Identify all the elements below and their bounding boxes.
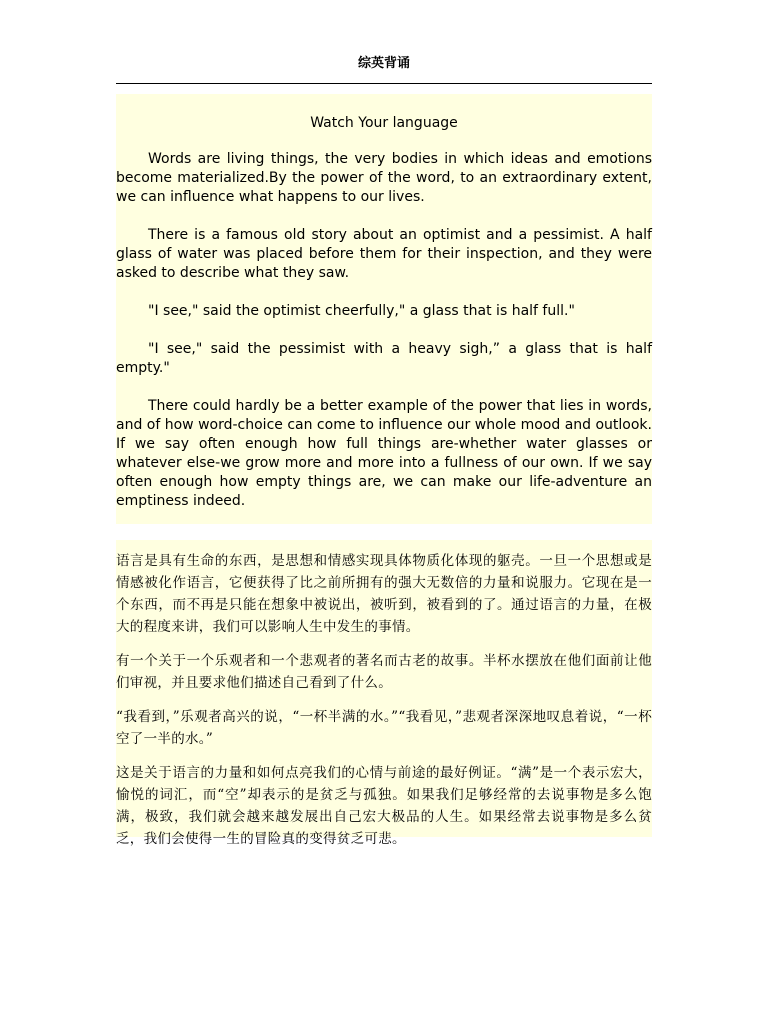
- english-paragraph-5: There could hardly be a better example of the power that lies in words, and of how word-choice can come to influence our whole mood and outlook. If we say often enough how full things are-whether water glasses or whatever else-we grow more and more into a fullness of our own. If we say often enough how empty things are, we can make our life-adventure an emptiness indeed.: [116, 398, 652, 509]
- english-paragraph-1: Words are living things, the very bodies in which ideas and emotions become materialized.By the power of the word, to an extraordinary extent, we can influence what happens to our lives.: [116, 151, 652, 205]
- chinese-paragraph-3: “我看到，”乐观者高兴的说，“一杯半满的水。”“我看见，”悲观者深深地叹息着说，“一杯空了一半的水。”: [116, 709, 652, 747]
- chinese-text-block: [116, 540, 652, 847]
- english-text-block: [116, 94, 652, 524]
- chinese-paragraph-4: 这是关于语言的力量和如何点亮我们的心情与前途的最好例证。“满”是一个表示宏大，愉悦的词汇，而“空”却表示的是贫乏与孤独。如果我们足够经常的去说事物是多么饱满，极致，我们就会越来越发展出自己宏大极品的人生。如果经常去说事物是多么贫乏，我们会使得一生的冒险真的变得贫乏可悲。: [116, 765, 652, 847]
- chinese-paragraph-2: 有一个关于一个乐观者和一个悲观者的著名而古老的故事。半杯水摆放在他们面前让他们审视，并且要求他们描述自己看到了什么。: [116, 653, 652, 691]
- header-divider: [116, 83, 652, 84]
- english-paragraph-2: There is a famous old story about an optimist and a pessimist. A half glass of water was placed before them for their inspection, and they were asked to describe what they saw.: [116, 227, 652, 281]
- english-paragraph-3: "I see," said the optimist cheerfully," a glass that is half full.": [148, 303, 575, 319]
- english-paragraph-4: "I see," said the pessimist with a heavy sigh,” a glass that is half empty.": [116, 341, 652, 376]
- page-header-title: 综英背诵: [357, 56, 410, 71]
- article-title: Watch Your language: [310, 115, 458, 131]
- chinese-paragraph-1: 语言是具有生命的东西，是思想和情感实现具体物质化体现的躯壳。一旦一个思想或是情感被化作语言，它便获得了比之前所拥有的强大无数倍的力量和说服力。它现在是一个东西，而不再是只能在想象中被说出，被听到，被看到的了。通过语言的力量，在极大的程度来讲，我们可以影响人生中发生的事情。: [116, 553, 652, 635]
